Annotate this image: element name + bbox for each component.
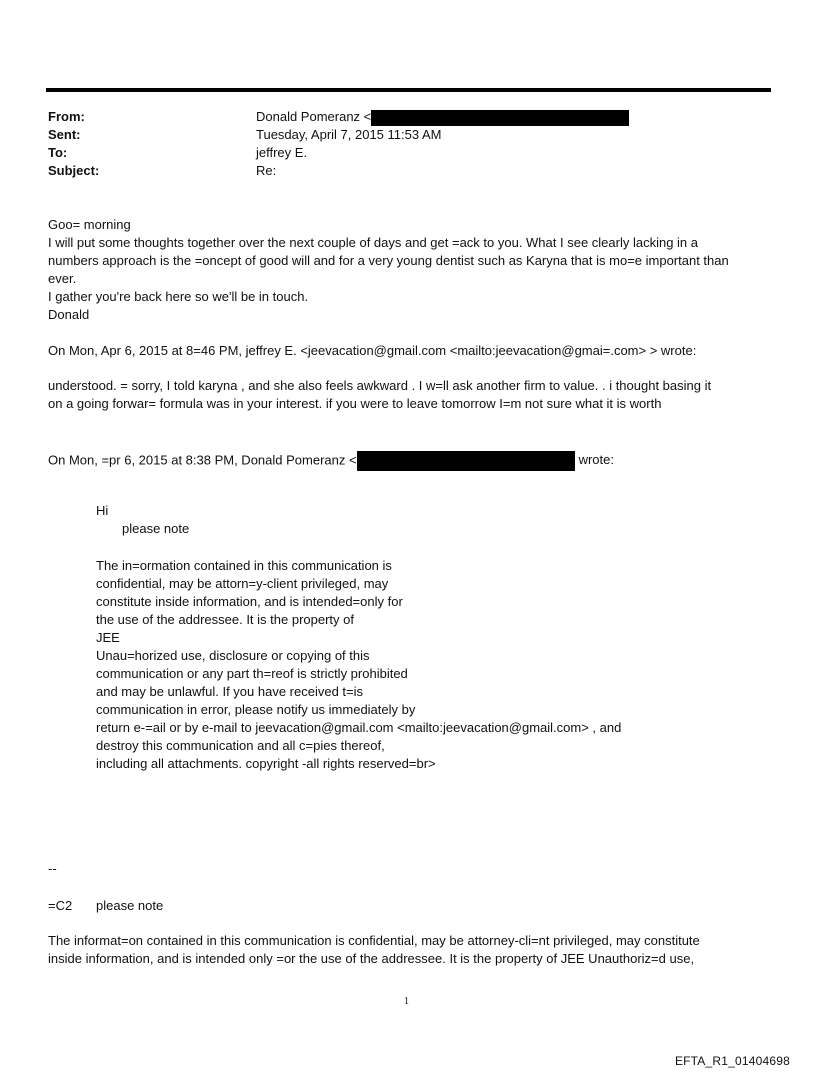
subject-value: Re: <box>256 163 277 178</box>
quote2-header-end: wrote: <box>578 452 614 468</box>
quote1-body <box>48 377 711 413</box>
subject-label: Subject: <box>48 163 100 178</box>
from-value <box>256 108 629 126</box>
quote1-line: understood. = sorry, I told karyna , and she also feels awkward . I w=ll ask another firm to value. . i thought basing it <box>48 378 712 393</box>
redaction-box <box>357 451 575 471</box>
greeting: Goo= morning <box>48 217 131 232</box>
from-name: Donald Pomeranz < <box>256 109 372 124</box>
disclaimer-line: communication in error, please notify us immediately by <box>96 702 416 717</box>
quote2-disclaimer <box>96 557 621 773</box>
disclaimer-line: The in=ormation contained in this communication is <box>96 558 392 573</box>
disclaimer-line: including all attachments. copyright -all rights reserved=br> <box>96 756 436 771</box>
paragraph-line: ever. <box>48 271 77 286</box>
disclaimer-line: communication or any part th=reof is strictly prohibited <box>96 666 408 681</box>
footer-code: =C2 <box>48 898 73 913</box>
document-id: EFTA_R1_01404698 <box>674 1054 790 1068</box>
disclaimer-line: JEE <box>96 630 120 645</box>
disclaimer-line: constitute inside information, and is intended=only for <box>96 594 403 609</box>
footer-line: inside information, and is intended only =or the use of the addressee. It is the property of JEE Unauthoriz=d use, <box>48 951 695 966</box>
from-label: From: <box>48 109 85 124</box>
quote2-greeting: Hi <box>96 503 109 518</box>
quote2-header <box>48 451 614 469</box>
signature: Donald <box>48 307 90 322</box>
page-number: 1 <box>404 996 409 1007</box>
footer-note: please note <box>96 898 164 913</box>
footer-disclaimer <box>48 932 700 968</box>
disclaimer-line: Unau=horized use, disclosure or copying of this <box>96 648 370 663</box>
separator: -- <box>48 861 57 876</box>
redaction-box <box>371 110 629 126</box>
sent-label: Sent: <box>48 127 81 142</box>
to-value: jeffrey E. <box>256 145 308 160</box>
quote1-header: On Mon, Apr 6, 2015 at 8=46 PM, jeffrey E. <jeevacation@gmail.com <mailto:jeevacation@gmai=.com> > wrote: <box>48 343 697 358</box>
to-label: To: <box>48 145 68 160</box>
quote2-note: please note <box>122 521 190 536</box>
header-rule <box>46 88 771 92</box>
disclaimer-line: destroy this communication and all c=pies thereof, <box>96 738 385 753</box>
paragraph-line: I gather you're back here so we'll be in touch. <box>48 289 309 304</box>
sent-value: Tuesday, April 7, 2015 11:53 AM <box>256 127 442 142</box>
message-paragraph <box>48 234 729 324</box>
disclaimer-line: the use of the addressee. It is the property of <box>96 612 354 627</box>
quote2-header-start: On Mon, =pr 6, 2015 at 8:38 PM, Donald Pomeranz < <box>48 452 357 468</box>
footer-line: The informat=on contained in this communication is confidential, may be attorney-cli=nt privileged, may constitute <box>48 933 700 948</box>
disclaimer-line: and may be unlawful. If you have received t=is <box>96 684 364 699</box>
quote1-line: on a going forwar= formula was in your interest. if you were to leave tomorrow I=m not sure what it is worth <box>48 396 662 411</box>
disclaimer-line: confidential, may be attorn=y-client privileged, may <box>96 576 389 591</box>
paragraph-line: numbers approach is the =oncept of good will and for a very young dentist such as Karyna that is mo=e important than <box>48 253 729 268</box>
disclaimer-line: return e-=ail or by e-mail to jeevacation@gmail.com <mailto:jeevacation@gmail.com> , and <box>96 720 622 735</box>
paragraph-line: I will put some thoughts together over the next couple of days and get =ack to you. What I see clearly lacking in a <box>48 235 699 250</box>
